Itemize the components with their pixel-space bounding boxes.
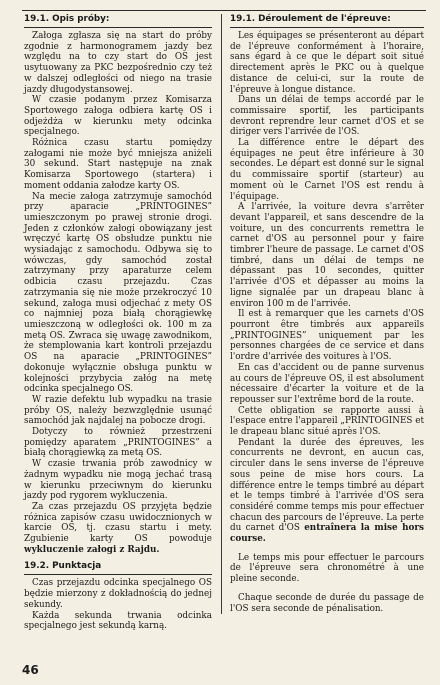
paragraph: Załoga zgłasza się na start do próby zgodnie z harmonogramem jazdy bez względu na to czy start do OS jest usytuowany za PKC bezpośrednio czy też w dalszej odległości od niego na trasie jazdy długodystansowej. — [24, 31, 212, 95]
paragraph: A l'arrivée, la voiture devra s'arrêter devant l'appareil, et sans descendre de la voiture, un des concurrents remettra le carnet d'OS au personnel pour y faire timbrer l'heure de passage. Le carnet d'OS timbré, dans un délai de temps ne dépassant pas 10 secondes, quitter l'arrivée d'OS et dépasser au moins la ligne signalée par un drapeau blanc à environ 100 m de l'arrivée. — [230, 202, 424, 309]
paragraph-text: Za czas przejazdu OS przyjęta będzie różnica zapisów czasu uwidocznionych w karcie OS, tj. czasu startu i mety. Zgubienie karty OS powoduje — [24, 501, 212, 545]
section-heading-deroulement: 19.1. Déroulement de l'épreuve: — [230, 14, 391, 24]
paragraph: Chaque seconde de durée du passage de l'OS sera seconde de pénalisation. — [230, 592, 424, 614]
paragraph — [230, 438, 424, 545]
paragraph-text: Pendant la durée des épreuves, les concurrents ne devront, en aucun cas, circuler dans le sens inverse de l'épreuve sous peine de mise hors cours. La différence entre le temps timbré au départ et le temps timbré à l'arrivée d'OS sera considéré comme temps mis pour effectuer chacun des parcours de l'épreuve. La perte du carnet d'OS — [230, 437, 424, 534]
paragraph: Le temps mis pour effectuer le parcours de l'épreuve sera chronométré à une pleine seconde. — [230, 552, 424, 585]
paragraph: Każda sekunda trwania odcinka specjalnego jest sekundą karną. — [24, 610, 212, 632]
paragraph: Na mecie załoga zatrzymuje samochód przy aparacie „PRINTOGINES” umieszczonym po prawej stronie drogi. Jeden z członków załogi obowiązany jest wręczyć kartę OS obsłudze punktu nie wysiadając z samochodu. Odbywa się to wówczas, gdy samochód został zatrzymany przy aparaturze celem odbicia czasu przejazdu. Czas zatrzymania się nie może przekroczyć 10 sekund, załoga musi odjechać z mety OS co najmniej poza białą chorągiewkę umieszczoną w odległości ok. 100 m za metą OS. Zwraca się uwagę zawodnikom, że stemplowania kart kontroli przejazdu OS na aparacie „PRINTOGINES” dokonuje wyłącznie obsługa punktu w kolejności przybycia załóg na metę odcinka specjalnego OS. — [24, 191, 212, 395]
heading-rule — [230, 27, 424, 28]
french-column — [230, 14, 424, 614]
paragraph: W czasie podanym przez Komisarza Sportowego załoga odbiera kartę OS i odjeżdża w kierunku mety odcinka specjalnego. — [24, 95, 212, 138]
polish-column — [24, 14, 212, 632]
section-heading-opis: 19.1. Opis próby: — [24, 14, 110, 24]
paragraph: Les équipages se présenteront au départ de l'épreuve conformément à l'horaire, sans égard à ce que le départ soit situé directement après le PKC ou à quelque distance de celui-ci, sur la route de l'épreuve à longue distance. — [230, 31, 424, 95]
paragraph: Il est à remarquer que les carnets d'OS pourront être timbrés aux appareils „PRINTOGINES” uniquement par les personnes chargées de ce service et dans l'ordre d'arrivée des voitures à l'OS. — [230, 309, 424, 363]
paragraph: W czasie trwania prób zawodnicy w żadnym wypadku nie mogą jechać trasą w kierunku przeciwnym do kierunku jazdy pod rygorem wykluczenia. — [24, 459, 212, 502]
paragraph: W razie defektu lub wypadku na trasie próby OS, należy bezwzględnie usunąć samochód jak najdalej na pobocze drogi. — [24, 394, 212, 427]
paragraph: Czas przejazdu odcinka specjalnego OS będzie mierzony z dokładnością do jednej sekundy. — [24, 578, 212, 610]
paragraph — [24, 502, 212, 556]
heading-rule — [24, 27, 212, 28]
paragraph: La différence entre le départ des équipages ne peut être inférieure à 30 secondes. Le départ est donné sur le signal du commissaire sportif (starteur) au moment où le Carnet l'OS est rendu à l'équipage. — [230, 138, 424, 202]
disqualification-note: wykluczenie załogi z Rajdu. — [24, 544, 160, 555]
top-rule — [22, 10, 426, 11]
heading-rule — [24, 574, 212, 575]
paragraph: Różnica czasu startu pomiędzy załogami nie może być mniejsza aniżeli 30 sekund. Start następuje na znak Komisarza Sportowego (startera) i moment oddania załodze karty OS. — [24, 138, 212, 191]
paragraph: Cette obligation se rapporte aussi à l'espace entre l'appareil „PRINTOGINES et le drapeau blanc situé après l'OS. — [230, 405, 424, 438]
paragraph: En cas d'accident ou de panne survenus au cours de l'épreuve OS, il est absolument nécessaire d'écarter la voiture et de la repousser sur l'extrême bord de la route. — [230, 362, 424, 405]
page-number: 46 — [22, 663, 39, 677]
paragraph: Dotyczy to również przestrzeni pomiędzy aparatem „PRINTOGINES” a białą chorągiewką za metą OS. — [24, 427, 212, 459]
disqualification-note: entraînera la mise hors course. — [230, 523, 424, 545]
column-divider — [221, 14, 222, 614]
paragraph: Dans un délai de temps accordé par le commissaire sportif, les participants devront reprendre leur carnet d'OS et se diriger vers l'arrivée de l'OS. — [230, 95, 424, 138]
section-heading-punktacja: 19.2. Punktacja — [24, 561, 102, 572]
